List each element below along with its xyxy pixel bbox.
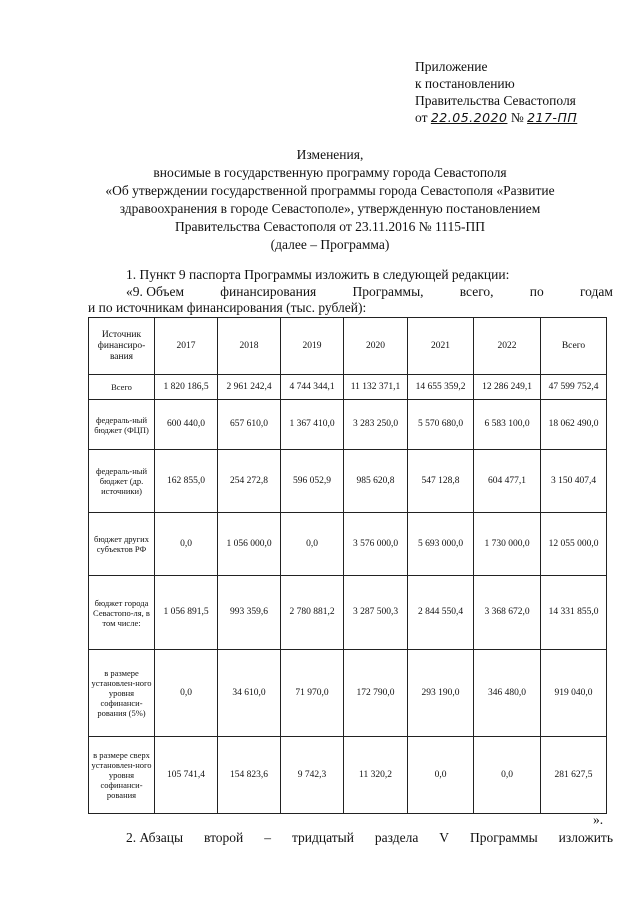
table-row <box>89 450 607 513</box>
header-source: Источник финансиро-вания <box>89 318 155 375</box>
item-2-word: второй <box>204 830 244 845</box>
row-source-label: Всего <box>89 375 155 400</box>
item-2-line <box>126 830 613 846</box>
table-cell: 1 730 000,0 <box>474 513 541 576</box>
table-row <box>89 400 607 450</box>
table-cell: 604 477,1 <box>474 450 541 513</box>
table-cell: 1 056 891,5 <box>155 576 218 650</box>
appendix-header <box>415 58 577 126</box>
funding-table <box>88 317 607 814</box>
item-1-word: Программы, <box>352 284 424 299</box>
item-1-word: годам <box>579 284 613 299</box>
item-1-intro: 1. Пункт 9 паспорта Программы изложить в следующей редакции: <box>126 267 510 282</box>
table-cell: 47 599 752,4 <box>541 375 607 400</box>
row-source-label: федераль-ный бюджет (др. источники) <box>89 450 155 513</box>
table-cell: 154 823,6 <box>218 737 281 814</box>
row-source-label: в размере сверх установлен-ного уровня софинанси-рования <box>89 737 155 814</box>
table-cell: 3 576 000,0 <box>344 513 408 576</box>
handwritten-date: 22.05.2020 <box>430 110 508 125</box>
row-source-label: в размере установлен-ного уровня софинанси-рования (5%) <box>89 650 155 737</box>
table-header-row <box>89 318 607 375</box>
table-cell: 0,0 <box>155 513 218 576</box>
item-1-word: «9. Объем <box>126 284 185 299</box>
table-cell: 9 742,3 <box>281 737 344 814</box>
table-row <box>89 375 607 400</box>
table-cell: 281 627,5 <box>541 737 607 814</box>
table-cell: 3 283 250,0 <box>344 400 408 450</box>
document-title <box>70 146 590 254</box>
closing-quote: ». <box>593 812 604 827</box>
table-cell: 3 287 500,3 <box>344 576 408 650</box>
header-2020: 2020 <box>344 318 408 375</box>
header-total: Всего <box>541 318 607 375</box>
table-cell: 293 190,0 <box>408 650 474 737</box>
item-2-word: V <box>439 830 450 845</box>
handwritten-number: 217-ПП <box>527 110 578 125</box>
table-cell: 34 610,0 <box>218 650 281 737</box>
table-cell: 596 052,9 <box>281 450 344 513</box>
header-2018: 2018 <box>218 318 281 375</box>
table-row <box>89 576 607 650</box>
table-cell: 657 610,0 <box>218 400 281 450</box>
date-prefix: от <box>415 110 428 125</box>
table-cell: 2 961 242,4 <box>218 375 281 400</box>
number-sign: № <box>510 110 524 125</box>
table-cell: 1 820 186,5 <box>155 375 218 400</box>
table-cell: 14 655 359,2 <box>408 375 474 400</box>
table-cell: 11 132 371,1 <box>344 375 408 400</box>
table-cell: 3 150 407,4 <box>541 450 607 513</box>
item-2-word: 2. Абзацы <box>126 830 184 845</box>
table-row <box>89 513 607 576</box>
table-cell: 0,0 <box>281 513 344 576</box>
table-cell: 346 480,0 <box>474 650 541 737</box>
table-cell: 0,0 <box>408 737 474 814</box>
table-cell: 6 583 100,0 <box>474 400 541 450</box>
table-cell: 14 331 855,0 <box>541 576 607 650</box>
table-row <box>89 737 607 814</box>
title-line-6: (далее – Программа) <box>270 237 390 252</box>
item-2-word: – <box>264 830 271 845</box>
title-line-1: Изменения, <box>296 147 364 162</box>
header-2019: 2019 <box>281 318 344 375</box>
header-2022: 2022 <box>474 318 541 375</box>
table-cell: 985 620,8 <box>344 450 408 513</box>
header-2017: 2017 <box>155 318 218 375</box>
table-cell: 919 040,0 <box>541 650 607 737</box>
table-cell: 172 790,0 <box>344 650 408 737</box>
table-cell: 11 320,2 <box>344 737 408 814</box>
table-cell: 162 855,0 <box>155 450 218 513</box>
item-1-word: всего, <box>459 284 494 299</box>
table-cell: 3 368 672,0 <box>474 576 541 650</box>
title-line-2: вносимые в государственную программу города Севастополя <box>153 165 507 180</box>
table-cell: 2 780 881,2 <box>281 576 344 650</box>
item-2-word: изложить <box>558 830 613 845</box>
table-cell: 5 693 000,0 <box>408 513 474 576</box>
item-1-word: финансирования <box>220 284 317 299</box>
table-cell: 2 844 550,4 <box>408 576 474 650</box>
table-cell: 71 970,0 <box>281 650 344 737</box>
appendix-date-line <box>415 109 577 126</box>
table-cell: 4 744 344,1 <box>281 375 344 400</box>
table-cell: 0,0 <box>155 650 218 737</box>
table-row <box>89 650 607 737</box>
table-cell: 12 055 000,0 <box>541 513 607 576</box>
title-line-3: «Об утверждении государственной программы города Севастополя «Развитие <box>105 183 555 198</box>
table-cell: 547 128,8 <box>408 450 474 513</box>
table-cell: 18 062 490,0 <box>541 400 607 450</box>
appendix-line-2: к постановлению <box>415 76 515 91</box>
appendix-title: Приложение <box>415 59 488 74</box>
table-cell: 0,0 <box>474 737 541 814</box>
item-2-word: раздела <box>374 830 419 845</box>
table-cell: 1 056 000,0 <box>218 513 281 576</box>
table-cell: 600 440,0 <box>155 400 218 450</box>
table-cell: 1 367 410,0 <box>281 400 344 450</box>
item-1-word: по <box>529 284 544 299</box>
item-2-word: Программы <box>470 830 538 845</box>
table-cell: 254 272,8 <box>218 450 281 513</box>
title-line-4: здравоохранения в городе Севастополе», утвержденную постановлением <box>119 201 541 216</box>
row-source-label: бюджет города Севастопо-ля, в том числе: <box>89 576 155 650</box>
item-1-line-1 <box>126 284 613 300</box>
row-source-label: федераль-ный бюджет (ФЦП) <box>89 400 155 450</box>
header-2021: 2021 <box>408 318 474 375</box>
table-cell: 12 286 249,1 <box>474 375 541 400</box>
item-2-word: тридцатый <box>291 830 354 845</box>
table-cell: 5 570 680,0 <box>408 400 474 450</box>
title-line-5: Правительства Севастополя от 23.11.2016 № 1115-ПП <box>175 219 485 234</box>
table-cell: 993 359,6 <box>218 576 281 650</box>
row-source-label: бюджет других субъектов РФ <box>89 513 155 576</box>
table-cell: 105 741,4 <box>155 737 218 814</box>
appendix-line-3: Правительства Севастополя <box>415 93 576 108</box>
item-1-line-2: и по источникам финансирования (тыс. рублей): <box>88 300 367 315</box>
